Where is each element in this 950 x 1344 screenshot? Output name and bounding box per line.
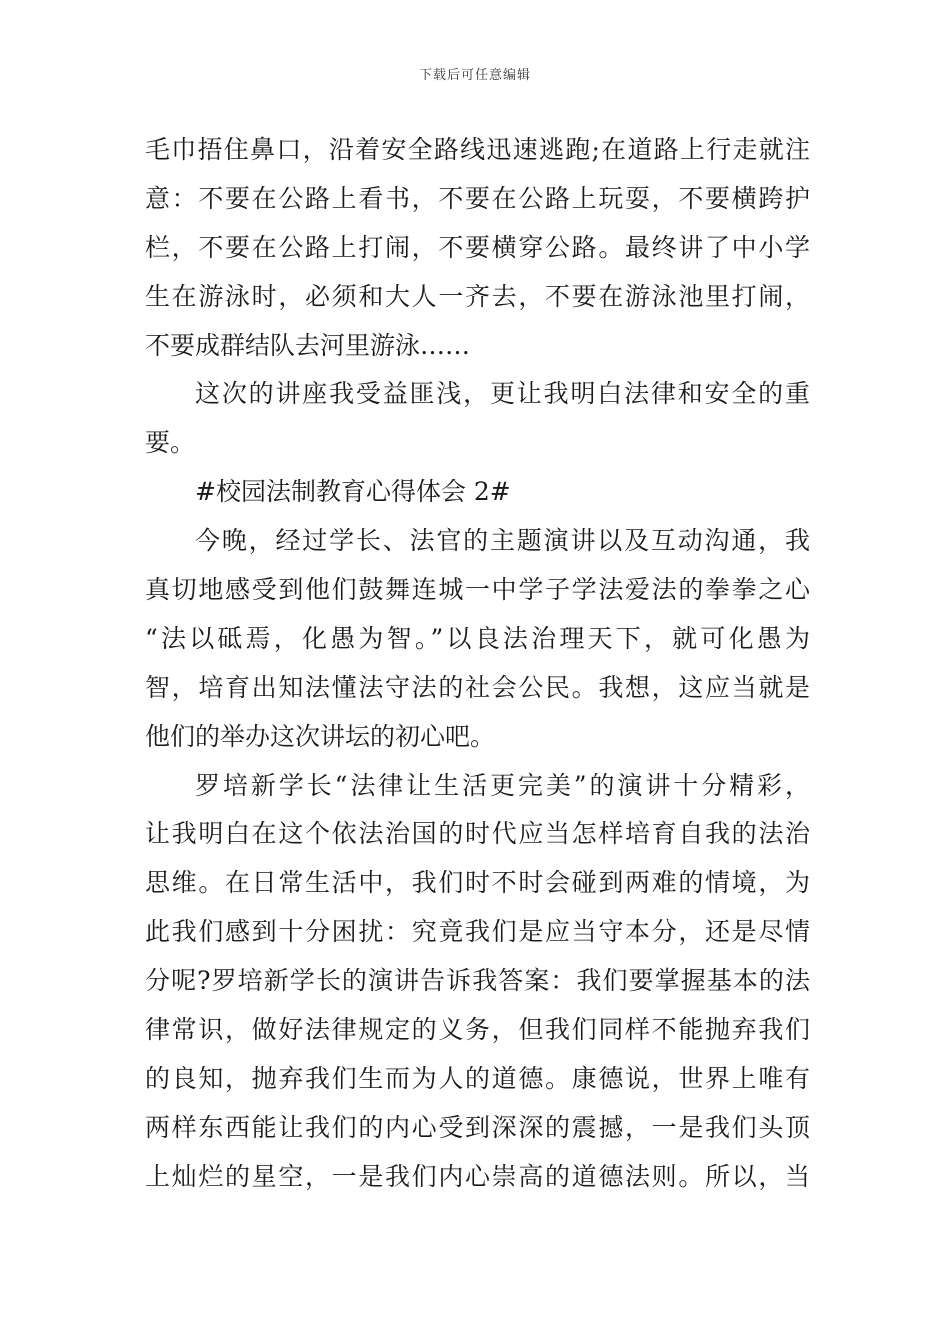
text-line: 真切地感受到他们鼓舞连城一中学子学法爱法的拳拳之心: [145, 575, 810, 605]
text-line: 让我明白在这个依法治国的时代应当怎样培育自我的法治: [145, 819, 810, 849]
text-line: 他们的举办这次讲坛的初心吧。: [145, 721, 496, 751]
text-line: 上灿烂的星空，一是我们内心崇高的道德法则。所以，当: [145, 1161, 810, 1191]
text-line: #校园法制教育心得体会 2#: [195, 477, 511, 507]
text-line: 此我们感到十分困扰：究竟我们是应当守本分，还是尽情: [145, 917, 810, 947]
text-line: 意：不要在公路上看书，不要在公路上玩耍，不要横跨护: [145, 183, 810, 213]
text-line: “法以砥焉，化愚为智。”以良法治理天下，就可化愚为: [145, 623, 810, 653]
text-line: 今晚，经过学长、法官的主题演讲以及互动沟通，我: [195, 526, 810, 556]
text-line: 生在游泳时，必须和大人一齐去，不要在游泳池里打闹，: [145, 281, 810, 311]
text-line: 两样东西能让我们的内心受到深深的震撼，一是我们头顶: [145, 1112, 810, 1142]
text-line: 栏，不要在公路上打闹，不要横穿公路。最终讲了中小学: [145, 232, 810, 262]
text-line: 不要成群结队去河里游泳……: [145, 330, 471, 360]
text-line: 毛巾捂住鼻口，沿着安全路线迅速逃跑;在道路上行走就注: [145, 135, 810, 164]
text-line: 罗培新学长“法律让生活更完美”的演讲十分精彩，: [195, 770, 810, 800]
page-header: 下载后可任意编辑: [418, 68, 531, 83]
text-line: 要。: [145, 428, 196, 458]
text-line: 分呢?罗培新学长的演讲告诉我答案：我们要掌握基本的法: [145, 966, 810, 996]
text-line: 的良知，抛弃我们生而为人的道德。康德说，世界上唯有: [145, 1063, 810, 1093]
text-line: 智，培育出知法懂法守法的社会公民。我想，这应当就是: [145, 672, 810, 702]
text-line: 思维。在日常生活中，我们时不时会碰到两难的情境，为: [145, 868, 810, 898]
document-body: [145, 126, 810, 1202]
text-line: 这次的讲座我受益匪浅，更让我明白法律和安全的重: [195, 379, 810, 409]
text-line: 律常识，做好法律规定的义务，但我们同样不能抛弃我们: [145, 1015, 810, 1045]
